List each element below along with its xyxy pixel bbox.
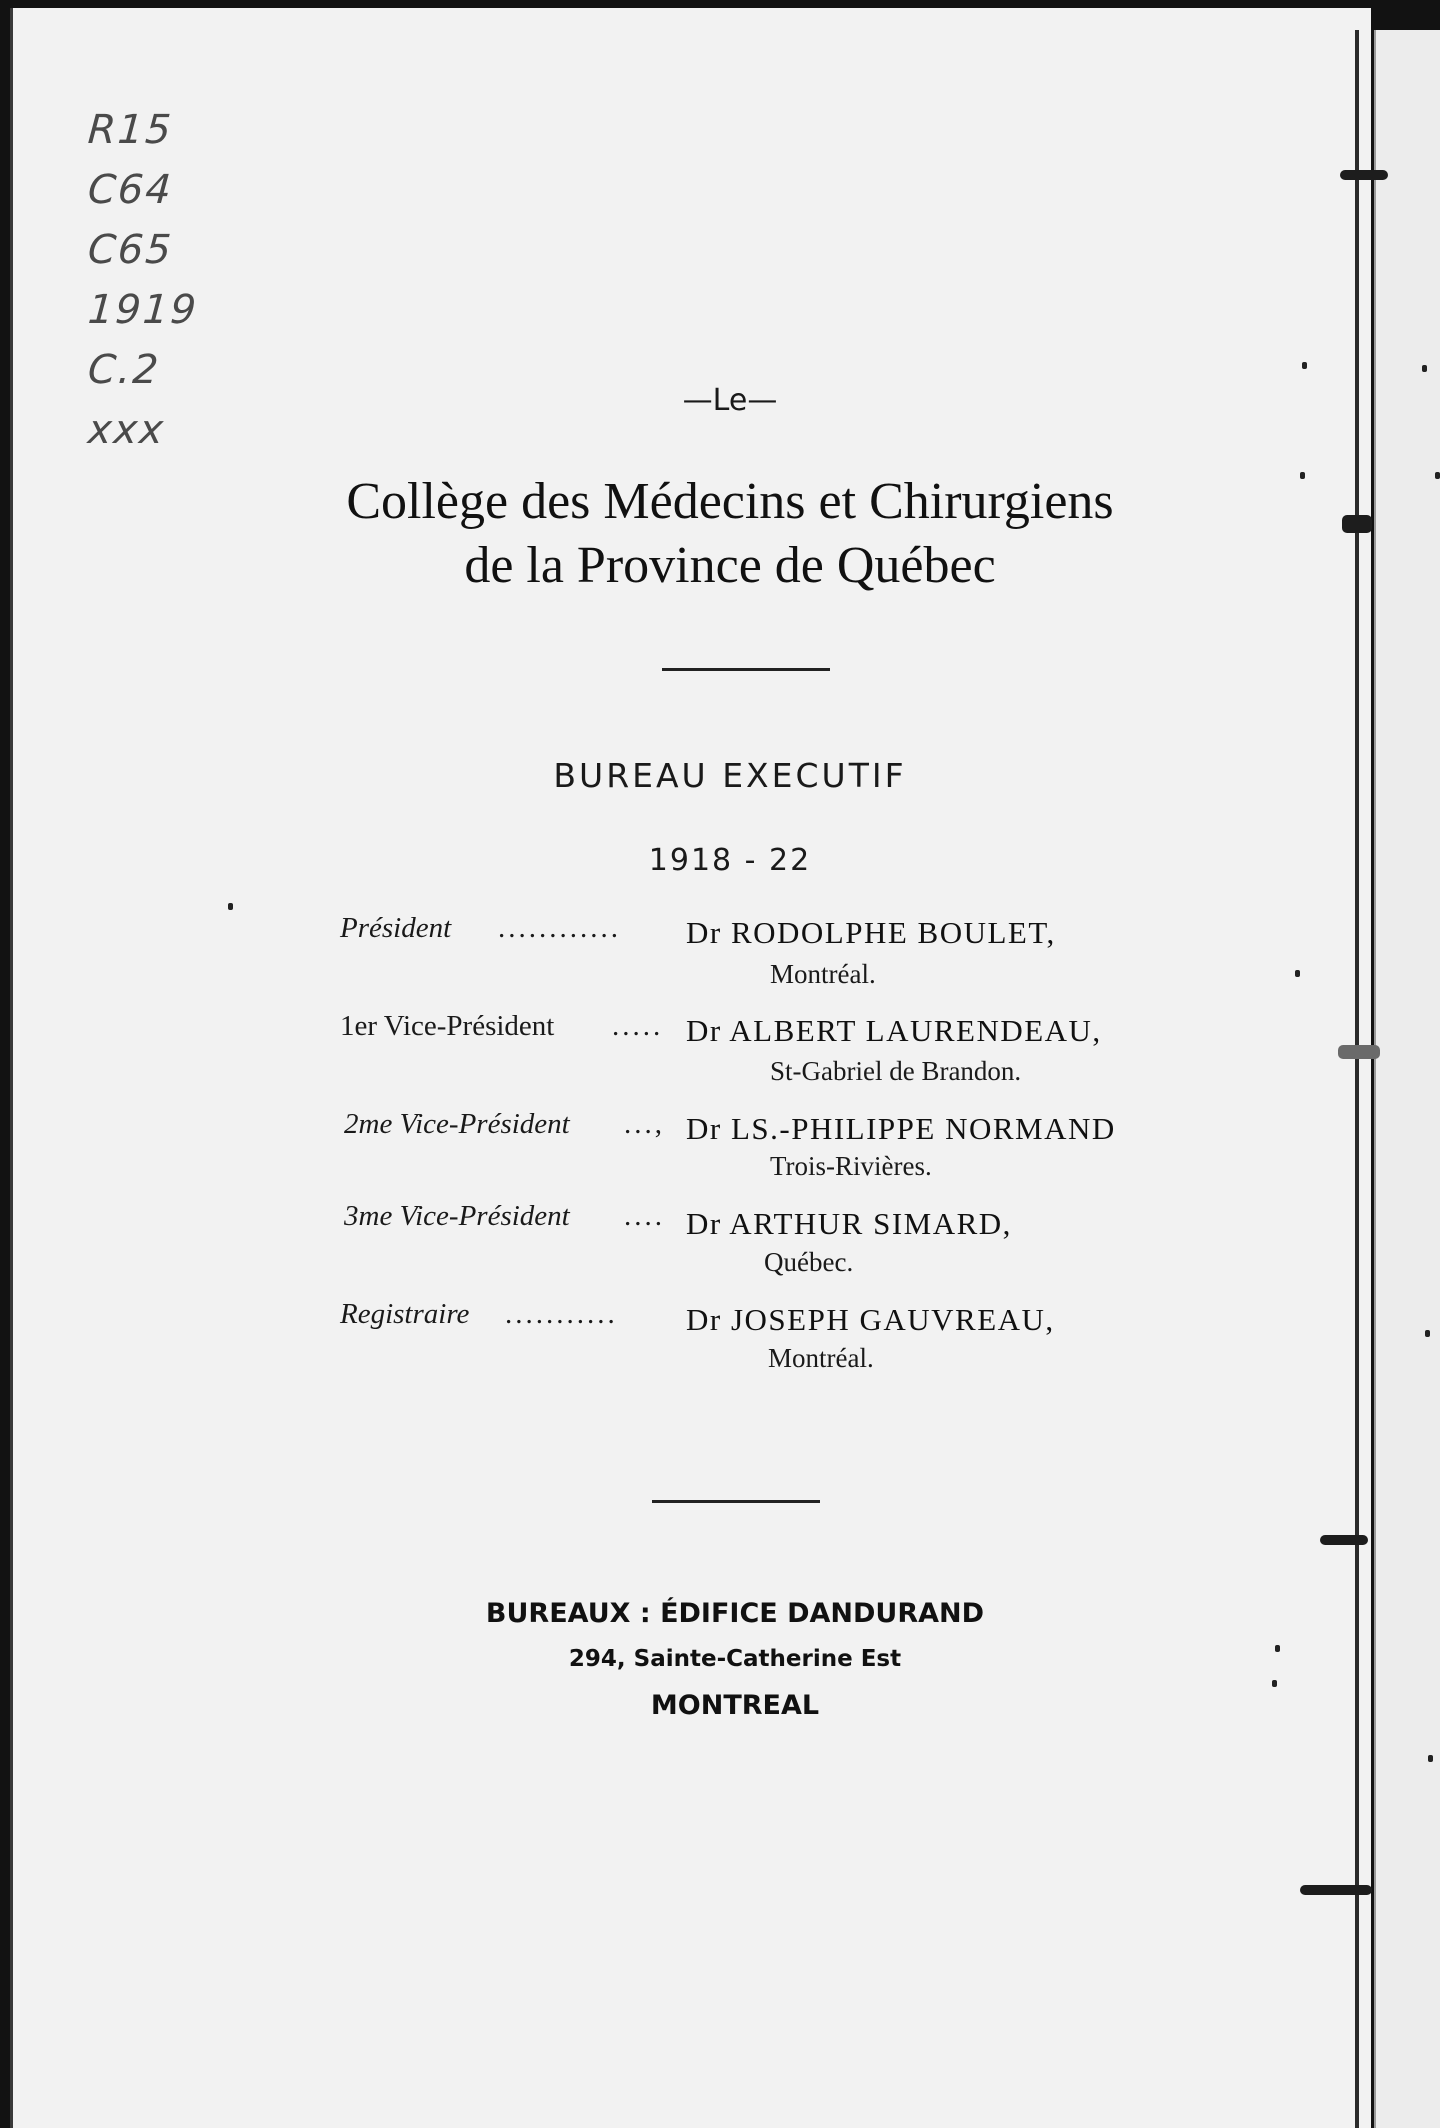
dust-speck (1272, 1680, 1277, 1687)
member-place: Trois-Rivières. (770, 1151, 932, 1181)
member-place: Montréal. (768, 1343, 874, 1373)
title-prefix: —Le— (682, 383, 778, 418)
member-role: 3me Vice-Président (344, 1200, 570, 1232)
member-role: Président (340, 912, 452, 944)
leader-dots: .... (624, 1200, 665, 1232)
member-name: Dr ALBERT LAURENDEAU, (686, 1013, 1102, 1048)
binding-clip (1338, 1045, 1380, 1059)
footer-address-line: 294, Sainte-Catherine Est (568, 1646, 902, 1672)
next-page-edge (1374, 30, 1440, 2128)
member-place: St-Gabriel de Brandon. (770, 1056, 1022, 1086)
title-line: Collège des Médecins et Chirurgiens (346, 473, 1114, 530)
footer-address-line: BUREAUX : ÉDIFICE DANDURAND (485, 1598, 985, 1629)
dust-speck (1428, 1755, 1433, 1762)
divider (652, 1500, 820, 1503)
section-heading: BUREAU EXECUTIF (553, 756, 907, 795)
dust-speck (228, 903, 233, 910)
note-line: R15 (86, 107, 175, 153)
note-line: 1919 (86, 287, 200, 333)
member-place: Québec. (764, 1247, 854, 1277)
leader-dots: ..., (624, 1108, 665, 1140)
divider (662, 668, 830, 671)
note-line: xxx (86, 407, 167, 453)
dust-speck (1302, 362, 1307, 369)
member-place: Montréal. (770, 959, 876, 989)
member-name: Dr LS.-PHILIPPE NORMAND (686, 1111, 1116, 1146)
binding-edge (1355, 30, 1359, 2128)
binding-clip (1320, 1535, 1368, 1545)
dust-speck (1295, 970, 1300, 977)
member-role: 1er Vice-Président (340, 1010, 555, 1042)
section-years: 1918 - 22 (648, 843, 812, 878)
note-line: C.2 (86, 347, 162, 393)
dust-speck (1425, 1330, 1430, 1337)
leader-dots: ..... (612, 1010, 664, 1042)
page-title (0, 470, 1440, 598)
member-name: Dr JOSEPH GAUVREAU, (686, 1302, 1055, 1337)
title-line: de la Province de Québec (464, 537, 996, 594)
member-name: Dr ARTHUR SIMARD, (686, 1206, 1012, 1241)
note-line: C65 (86, 227, 175, 273)
binding-clip (1300, 1885, 1372, 1895)
leader-dots: ............ (498, 912, 621, 944)
binding-clip (1340, 170, 1388, 180)
leader-dots: ........... (505, 1298, 618, 1330)
member-role: 2me Vice-Président (344, 1108, 570, 1140)
note-line: C64 (86, 167, 175, 213)
footer-city: MONTREAL (650, 1690, 820, 1721)
member-name: Dr RODOLPHE BOULET, (686, 915, 1056, 950)
member-role: Registraire (340, 1298, 470, 1330)
dust-speck (1422, 365, 1427, 372)
